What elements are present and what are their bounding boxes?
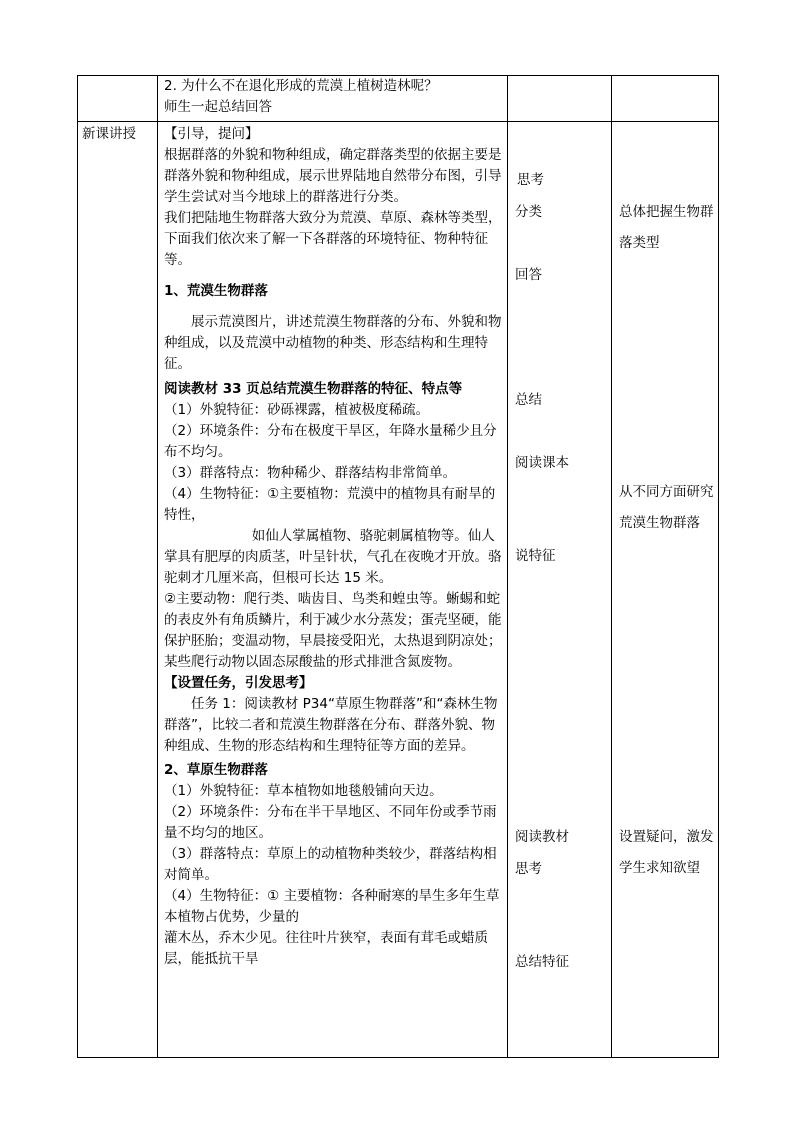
design-intent-text: 从不同方面研究荒漠生物群落 bbox=[619, 484, 714, 531]
feature-item: （3）群落特点：草原上的动植物种类较少，群落结构相对简单。 bbox=[164, 846, 497, 883]
student-cell-empty bbox=[508, 76, 612, 122]
feature-item: （4）生物特征：① 主要植物：各种耐寒的旱生多年生草本植物占优势，少量的 bbox=[164, 888, 500, 925]
student-activity-label: 思考 bbox=[515, 861, 542, 877]
student-activity-label: 回答 bbox=[515, 267, 542, 283]
section-heading-grassland: 2、草原生物群落 bbox=[164, 762, 268, 778]
summary-text: 师生一起总结回答 bbox=[164, 99, 272, 115]
student-activity-label: 总结特征 bbox=[515, 954, 569, 970]
student-activity-label: 分类 bbox=[515, 204, 542, 220]
paragraph: 灌木丛，乔木少见。往往叶片狭窄，表面有茸毛或蜡质层，能抵抗干旱 bbox=[164, 930, 488, 967]
student-activity-label: 思考 bbox=[517, 172, 544, 188]
intent-cell-empty bbox=[612, 76, 719, 122]
reading-task-heading: 阅读教材 33 页总结荒漠生物群落的特征、特点等 bbox=[164, 381, 463, 397]
paragraph: ②主要动物：爬行类、啮齿目、鸟类和蝗虫等。蜥蜴和蛇的表皮外有角质鳞片，利于减少水分蒸发；蛋壳坚硬，能保护胚胎；变温动物，早晨接受阳光，太热退到阴凉处；某些爬行动物以固态尿酸盐的形式排泄含氮废物。 bbox=[164, 591, 502, 670]
stage-cell-empty bbox=[78, 76, 158, 122]
content-cell bbox=[158, 122, 508, 1058]
paragraph: 任务 1：阅读教材 P34“草原生物群落”和“森林生物群落”，比较二者和荒漠生物群落在分布、群落外貌、物种组成、生物的形态结构和生理特征等方面的差异。 bbox=[164, 696, 498, 754]
content-cell bbox=[158, 76, 508, 122]
table-row bbox=[78, 76, 719, 122]
feature-item: （1）外貌特征：草本植物如地毯般铺向天边。 bbox=[164, 783, 443, 799]
question-text: 2. 为什么不在退化形成的荒漠上植树造林呢？ bbox=[164, 78, 438, 94]
section-heading-desert: 1、荒漠生物群落 bbox=[164, 283, 268, 299]
stage-cell bbox=[78, 122, 158, 1058]
feature-item: （4）生物特征：①主要植物：荒漠中的植物具有耐旱的特性， bbox=[164, 486, 496, 523]
paragraph: 如仙人掌属植物、骆驼刺属植物等。仙人掌具有肥厚的肉质茎，叶呈针状，气孔在夜晚才开放。骆驼刺才几厘米高，但根可长达 15 米。 bbox=[164, 528, 502, 586]
student-activity-label: 阅读教材 bbox=[515, 829, 569, 845]
feature-item: （3）群落特点：物种稀少、群落结构非常简单。 bbox=[164, 465, 457, 481]
lesson-plan-table bbox=[77, 75, 719, 1058]
guide-heading: 【引导，提问】 bbox=[164, 126, 259, 142]
task-heading: 【设置任务，引发思考】 bbox=[164, 675, 313, 691]
design-intent-cell bbox=[612, 122, 719, 1058]
student-activity-label: 阅读课本 bbox=[515, 455, 569, 471]
feature-item: （1）外貌特征：砂砾裸露，植被极度稀疏。 bbox=[164, 402, 430, 418]
student-activity-label: 总结 bbox=[515, 392, 542, 408]
student-activity-label: 说特征 bbox=[515, 548, 556, 564]
feature-item: （2）环境条件：分布在半干旱地区、不同年份或季节雨量不均匀的地区。 bbox=[164, 804, 497, 841]
paragraph: 我们把陆地生物群落大致分为荒漠、草原、森林等类型，下面我们依次来了解一下各群落的环境特征、物种特征等。 bbox=[164, 210, 502, 268]
stage-label: 新课讲授 bbox=[82, 126, 136, 142]
paragraph: 根据群落的外貌和物种组成，确定群落类型的依据主要是群落外貌和物种组成，展示世界陆地自然带分布图，引导学生尝试对当今地球上的群落进行分类。 bbox=[164, 147, 502, 205]
design-intent-text: 设置疑问，激发学生求知欲望 bbox=[619, 829, 714, 876]
student-activity-cell bbox=[508, 122, 612, 1058]
feature-item: （2）环境条件：分布在极度干旱区，年降水量稀少且分布不均匀。 bbox=[164, 423, 497, 460]
table-row bbox=[78, 122, 719, 1058]
paragraph: 展示荒漠图片，讲述荒漠生物群落的分布、外貌和物种组成，以及荒漠中动植物的种类、形态结构和生理特征。 bbox=[164, 314, 502, 372]
design-intent-text: 总体把握生物群落类型 bbox=[619, 204, 714, 251]
